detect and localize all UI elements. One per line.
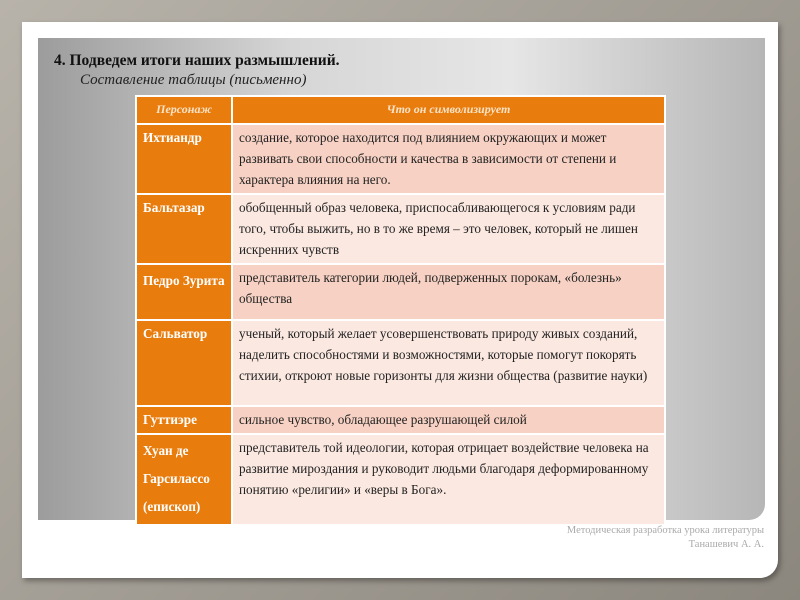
table-row	[136, 406, 665, 434]
table-row	[136, 264, 665, 320]
character-name: Гуттиэре	[136, 406, 232, 434]
header-symbolizes: Что он символизирует	[232, 96, 665, 124]
table-row	[136, 434, 665, 525]
footer-line: Методическая разработка урока литературы	[566, 525, 764, 536]
character-description: сильное чувство, обладающее разрушающей силой	[232, 406, 665, 434]
slide-title: 4. Подведем итоги наших размышлений.	[54, 52, 340, 69]
table-row	[136, 320, 665, 406]
slide-subtitle: Составление таблицы (письменно)	[80, 72, 307, 88]
character-name: Хуан де Гарсилассо (епископ)	[136, 434, 232, 525]
character-name: Сальватор	[136, 320, 232, 406]
table-row	[136, 124, 665, 194]
footer	[567, 524, 764, 552]
character-description: создание, которое находится под влиянием окружающих и может развивать свои способности и качества в зависимости от степени и характера влияния на него.	[232, 124, 665, 194]
characters-table	[135, 95, 666, 526]
table-row	[136, 194, 665, 264]
character-name: Педро Зурита	[136, 264, 232, 320]
character-description: представитель той идеологии, которая отрицает воздействие человека на развитие мироздания и руководит людьми благодаря деформированному понятию «религии» и «веры в Бога».	[232, 434, 665, 525]
footer-author: Танашевич А. А.	[688, 539, 764, 550]
character-description: ученый, который желает усовершенствовать природу живых созданий, наделить способностями и возможностями, которые помогут покорять стихии, откроют новые горизонты для жизни общества (развитие науки)	[232, 320, 665, 406]
character-name: Ихтиандр	[136, 124, 232, 194]
character-description: представитель категории людей, подверженных порокам, «болезнь» общества	[232, 264, 665, 320]
character-description: обобщенный образ человека, приспосабливающегося к условиям ради того, чтобы выжить, но в то же время – это человек, который не лишен искренних чувств	[232, 194, 665, 264]
header-character: Персонаж	[136, 96, 232, 124]
character-name: Бальтазар	[136, 194, 232, 264]
table-header	[136, 96, 665, 124]
